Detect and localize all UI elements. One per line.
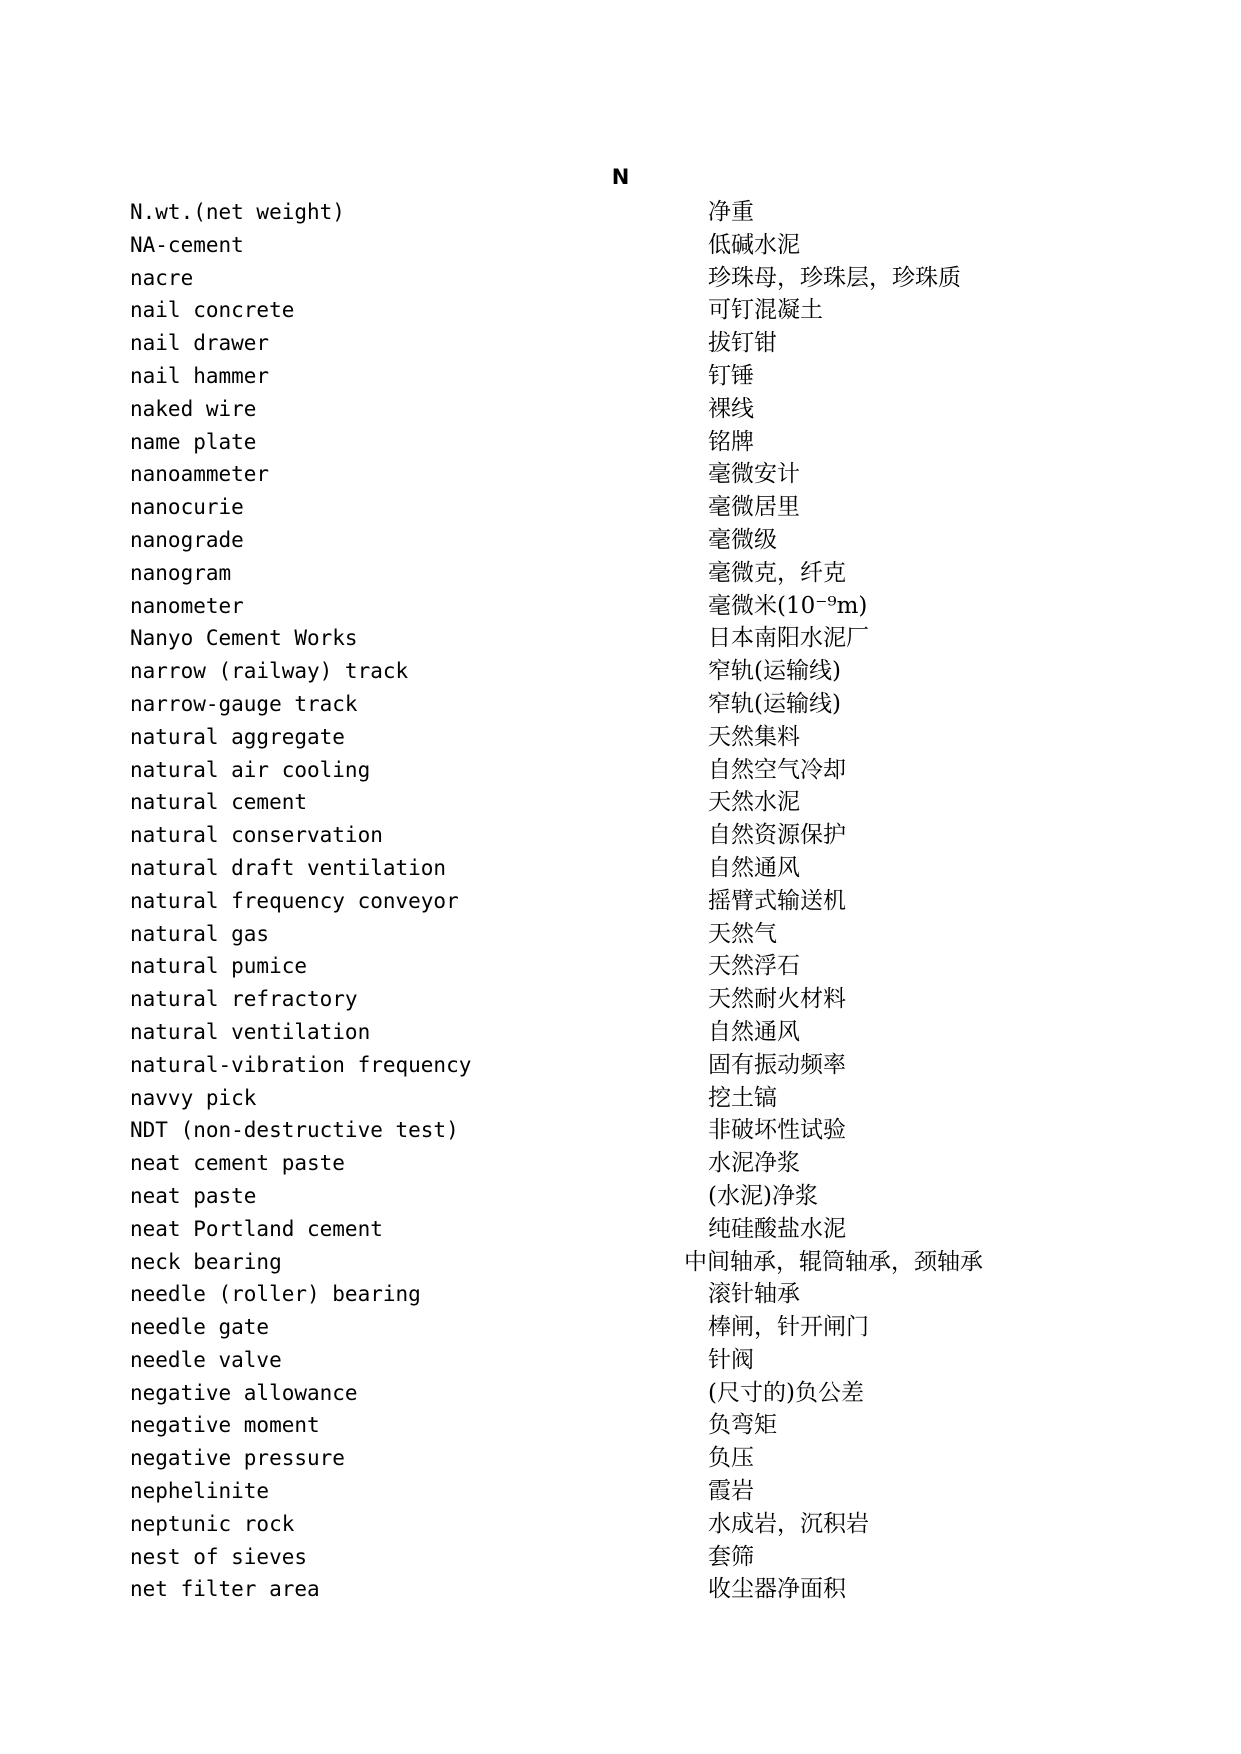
entry-term: natural draft ventilation	[130, 855, 447, 880]
entry-term: needle valve	[130, 1347, 282, 1372]
entry-term: NDT (non-destructive test)	[130, 1118, 459, 1143]
entry-term: natural pumice	[130, 954, 308, 979]
entry-translation: 挖土镐	[708, 1084, 777, 1111]
entry-term: nanocurie	[130, 495, 244, 520]
glossary-entry	[0, 196, 1241, 229]
glossary-entry	[0, 426, 1241, 459]
entry-term: negative allowance	[130, 1380, 358, 1405]
entry-term: neptunic rock	[130, 1511, 295, 1536]
entry-term: naked wire	[130, 396, 257, 421]
entry-term: name plate	[130, 429, 257, 454]
glossary-entry	[0, 1508, 1241, 1541]
entry-term: neat paste	[130, 1183, 257, 1208]
glossary-entry	[0, 458, 1241, 491]
entry-translation: 毫微米(10⁻⁹m)	[708, 592, 868, 619]
glossary-entry	[0, 852, 1241, 885]
entry-term: negative pressure	[130, 1446, 345, 1471]
entry-term: natural refractory	[130, 987, 358, 1012]
glossary-entry	[0, 491, 1241, 524]
entry-translation: 天然集料	[708, 723, 800, 750]
glossary-entry	[0, 1541, 1241, 1574]
entry-translation: 铭牌	[708, 428, 754, 455]
entry-translation: 毫微安计	[708, 461, 800, 488]
entry-translation: 固有振动频率	[708, 1051, 846, 1078]
glossary-entry	[0, 557, 1241, 590]
entry-translation: 棒闸，针开闸门	[708, 1314, 869, 1341]
entry-term: natural ventilation	[130, 1019, 371, 1044]
entry-translation: 窄轨(运输线)	[708, 690, 841, 717]
entry-translation: 自然通风	[708, 854, 800, 881]
glossary-entry	[0, 524, 1241, 557]
glossary-entry	[0, 1475, 1241, 1508]
entry-term: nail concrete	[130, 298, 295, 323]
entry-translation: 珍珠母，珍珠层，珍珠质	[708, 264, 961, 291]
glossary-entry	[0, 590, 1241, 623]
entry-term: narrow-gauge track	[130, 691, 358, 716]
glossary-entry	[0, 1442, 1241, 1475]
glossary-entry	[0, 754, 1241, 787]
entry-term: neat Portland cement	[130, 1216, 383, 1241]
entry-term: natural cement	[130, 790, 308, 815]
entry-term: natural gas	[130, 921, 270, 946]
entry-term: neck bearing	[130, 1249, 282, 1274]
entry-translation: 非破坏性试验	[708, 1117, 846, 1144]
entry-translation: 天然耐火材料	[708, 986, 846, 1013]
glossary-entry	[0, 360, 1241, 393]
entry-translation: 天然气	[708, 920, 777, 947]
glossary-entry	[0, 819, 1241, 852]
entry-term: natural-vibration frequency	[130, 1052, 472, 1077]
glossary-entry	[0, 786, 1241, 819]
glossary-entry	[0, 1114, 1241, 1147]
entry-translation: 收尘器净面积	[708, 1576, 846, 1603]
glossary-entry	[0, 950, 1241, 983]
glossary-entry	[0, 1180, 1241, 1213]
glossary-entry	[0, 229, 1241, 262]
entry-term: nest of sieves	[130, 1544, 308, 1569]
glossary-entry	[0, 655, 1241, 688]
entry-translation: (尺寸的)负公差	[708, 1379, 864, 1406]
glossary-entry	[0, 1278, 1241, 1311]
entry-term: natural air cooling	[130, 757, 371, 782]
glossary-entry	[0, 1016, 1241, 1049]
entry-translation: 拔钉钳	[708, 330, 777, 357]
entry-translation: 毫微居里	[708, 494, 800, 521]
glossary-entry	[0, 1573, 1241, 1606]
entry-translation: 滚针轴承	[708, 1281, 800, 1308]
glossary-entry	[0, 1246, 1241, 1279]
entry-translation: 摇臂式输送机	[708, 887, 846, 914]
glossary-entry	[0, 1082, 1241, 1115]
glossary-entry	[0, 1377, 1241, 1410]
glossary-entry	[0, 1147, 1241, 1180]
glossary-entry	[0, 1049, 1241, 1082]
entry-translation: 低碱水泥	[708, 231, 800, 258]
entry-translation: (水泥)净浆	[708, 1182, 818, 1209]
entry-translation: 裸线	[708, 395, 754, 422]
entry-term: neat cement paste	[130, 1151, 345, 1176]
glossary-entry	[0, 327, 1241, 360]
glossary-entry	[0, 1344, 1241, 1377]
entry-translation: 霞岩	[708, 1478, 754, 1505]
glossary-entry	[0, 294, 1241, 327]
glossary-entry	[0, 1213, 1241, 1246]
entry-term: nacre	[130, 265, 194, 290]
entry-translation: 针阀	[708, 1346, 754, 1373]
entry-translation: 自然通风	[708, 1018, 800, 1045]
entry-term: nail hammer	[130, 363, 270, 388]
entry-translation: 自然资源保护	[708, 822, 846, 849]
glossary-entry	[0, 885, 1241, 918]
entry-term: nanograde	[130, 527, 244, 552]
entry-term: natural frequency conveyor	[130, 888, 459, 913]
entry-translation: 水成岩，沉积岩	[708, 1510, 869, 1537]
entry-term: negative moment	[130, 1413, 320, 1438]
entry-translation: 日本南阳水泥厂	[708, 625, 869, 652]
glossary-entry	[0, 983, 1241, 1016]
entry-term: needle (roller) bearing	[130, 1282, 421, 1307]
entry-translation: 纯硅酸盐水泥	[708, 1215, 846, 1242]
entry-term: needle gate	[130, 1315, 270, 1340]
entry-term: nephelinite	[130, 1479, 270, 1504]
glossary-entry	[0, 1311, 1241, 1344]
entry-translation: 负弯矩	[708, 1412, 777, 1439]
entry-translation: 毫微克，纤克	[708, 559, 846, 586]
entry-translation: 可钉混凝土	[708, 297, 823, 324]
entry-translation: 天然浮石	[708, 953, 800, 980]
entry-term: nanometer	[130, 593, 244, 618]
entry-term: N.wt.(net weight)	[130, 200, 345, 224]
entry-term: narrow (railway) track	[130, 659, 409, 684]
entry-translation: 自然空气冷却	[708, 756, 846, 783]
glossary-entry	[0, 393, 1241, 426]
entry-term: navvy pick	[130, 1085, 257, 1110]
glossary-entry	[0, 622, 1241, 655]
entry-term: NA-cement	[130, 232, 244, 257]
glossary-entry	[0, 262, 1241, 295]
glossary-entry	[0, 688, 1241, 721]
entry-translation: 负压	[708, 1445, 754, 1472]
entry-term: nanogram	[130, 560, 232, 585]
entry-term: net filter area	[130, 1577, 320, 1602]
glossary-list	[0, 196, 1241, 1606]
entry-translation: 套筛	[708, 1543, 754, 1570]
entry-translation: 水泥净浆	[708, 1150, 800, 1177]
glossary-entry	[0, 1409, 1241, 1442]
glossary-entry	[0, 721, 1241, 754]
entry-term: natural aggregate	[130, 724, 345, 749]
entry-translation: 窄轨(运输线)	[708, 658, 841, 685]
entry-translation: 中间轴承，辊筒轴承，颈轴承	[684, 1248, 983, 1275]
entry-translation: 钉锤	[708, 362, 754, 389]
entry-translation: 毫微级	[708, 526, 777, 553]
entry-term: Nanyo Cement Works	[130, 626, 358, 651]
entry-translation: 净重	[708, 199, 754, 225]
entry-term: nanoammeter	[130, 462, 270, 487]
entry-translation: 天然水泥	[708, 789, 800, 816]
page-heading: N	[611, 165, 630, 189]
entry-term: natural conservation	[130, 823, 383, 848]
entry-term: nail drawer	[130, 331, 270, 356]
glossary-entry	[0, 918, 1241, 951]
